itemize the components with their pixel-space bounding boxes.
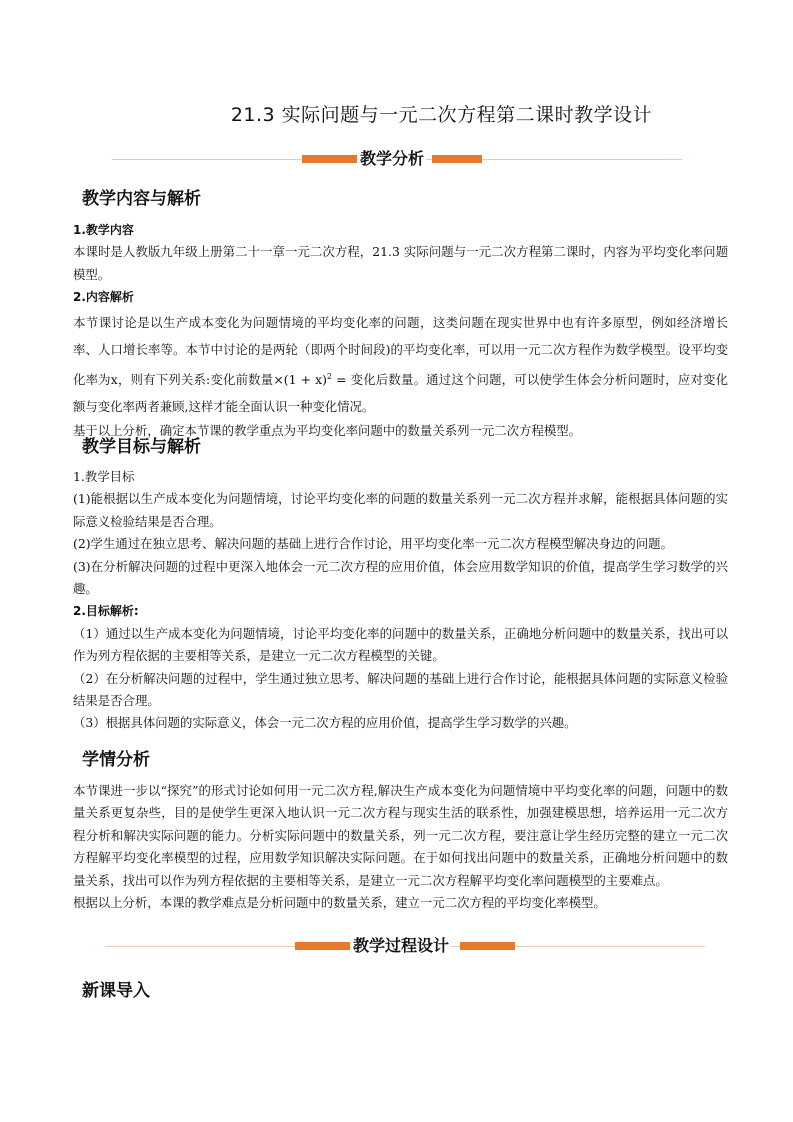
analysis-item: （1）通过以生产成本变化为问题情境，讨论平均变化率的问题中的数量关系，正确地分析问题中的数量关系，找出可以作为列方程依据的主要相等关系，是建立一元二次方程模型的关键。	[73, 625, 728, 664]
subheading: 2.目标解析:	[73, 604, 139, 619]
paragraph: 本课时是人教版九年级上册第二十一章一元二次方程，21.3 实际问题与一元二次方程第二课时，内容为平均变化率问题模型。	[73, 244, 728, 282]
section-divider-teaching-analysis	[112, 146, 682, 172]
goals-body	[73, 466, 728, 735]
section-heading-goals: 教学目标与解析	[80, 432, 203, 457]
paragraph-with-formula: 本节课讨论是以生产成本变化为问题情境的平均变化率的问题，这类问题在现实世界中也有许多原型，例如经济增长率、人口增长率等。本节中讨论的是两轮（即两个时间段)的平均变化率，可以用一元二次方程作为数学模型。设平均变化率为x，则有下列关系:变化前数量$\times(1 + x)^2$ = 变化后数量。通过这个问题，可以使学生体会分析问题时，应对变化额与变化率两者兼顾,这样才能全面认识一种变化情况。	[73, 314, 729, 414]
subheading: 1.教学目标	[73, 469, 135, 484]
section-heading-intro: 新课导入	[80, 976, 152, 1001]
section-heading-learning: 学情分析	[80, 745, 152, 770]
goal-item: (3)在分析解决问题的过程中更深入地体会一元二次方程的应用价值，体会应用数学知识的价值，提高学生学习数学的兴趣。	[73, 558, 728, 597]
goal-item: (2)学生通过在独立思考、解决问题的基础上进行合作讨论，用平均变化率一元二次方程模型解决身边的问题。	[73, 536, 673, 552]
section-divider-process-design	[105, 933, 705, 959]
paragraph: 根据以上分析，本课的教学难点是分析问题中的数量关系，建立一元二次方程的平均变化率模型。	[73, 895, 606, 911]
page-title: 21.3 实际问题与一元二次方程第二课时教学设计	[230, 104, 653, 126]
paragraph: 基于以上分析，确定本节课的教学重点为平均变化率问题中的数量关系列一元二次方程模型。	[73, 422, 582, 438]
formula: $(1 + x)^2$ =	[283, 371, 351, 387]
section-heading-content: 教学内容与解析	[80, 184, 203, 209]
content-body	[73, 219, 728, 442]
subheading: 1.教学内容	[73, 223, 134, 237]
divider-label: 教学过程设计	[351, 933, 451, 956]
analysis-item: （2）在分析解决问题的过程中，学生通过独立思考、解决问题的基础上进行合作讨论，能根据具体问题的实际意义检验结果是否合理。	[73, 670, 728, 709]
subheading: 2.内容解析	[73, 290, 134, 305]
learning-body	[73, 780, 728, 914]
divider-label: 教学分析	[358, 146, 426, 169]
goal-item: (1)能根据以生产成本变化为问题情境，讨论平均变化率的问题的数量关系列一元二次方程并求解，能根据具体问题的实际意义检验结果是否合理。	[73, 491, 728, 529]
analysis-item: （3）根据具体问题的实际意义，体会一元二次方程的应用价值，提高学生学习数学的兴趣。	[73, 715, 577, 731]
variable-x: x	[110, 371, 118, 387]
paragraph: 本节课进一步以“探究”的形式讨论如何用一元二次方程,解决生产成本变化为问题情境中平均变化率的问题，问题中的数量关系更复杂些，目的是使学生更深入地认识一元二次方程与现实生活的联系性，加强建模思想，培养运用一元二次方程分析和解决实际问题的能力。分析实际问题中的数量关系，列一元二次方程，要注意让学生经历完整的建立一元二次方程解平均变化率模型的过程，应用数学知识解决实际问题。在于如何找出问题中的数量关系，正确地分析问题中的数量关系，找出可以作为列方程依据的主要相等关系，是建立一元二次方程解平均变化率问题模型的主要难点。	[73, 783, 728, 888]
